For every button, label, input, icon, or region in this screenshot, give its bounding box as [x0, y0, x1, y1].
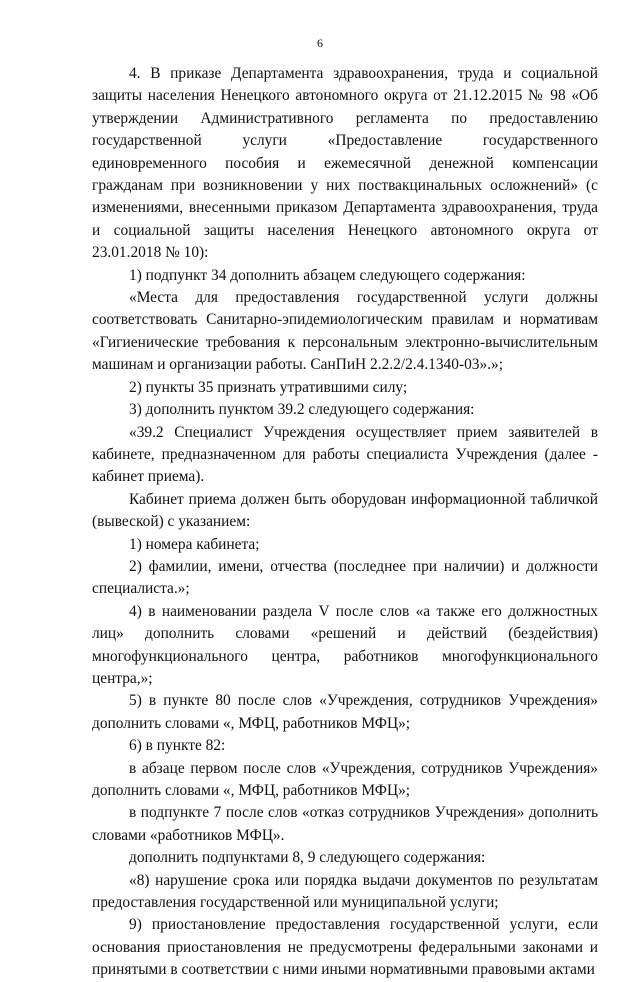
paragraph-subclause-7-change: в подпункте 7 после слов «отказ сотрудников Учреждения» дополнить словами «работников МФЦ». [92, 804, 598, 844]
paragraph-quote-9: 9) приостановление предоставления государственной услуги, если основания приостановления не предусмотрены федеральными законами и принятыми в соответствии с ними иными нормативными правовыми актами [92, 916, 598, 979]
paragraph-subitem-2: 2) пункты 35 признать утратившими силу; [129, 378, 408, 396]
paragraph-specialist-name: 2) фамилии, имени, отчества (последнее при наличии) и должности специалиста.»; [92, 557, 598, 598]
paragraph-add-subclauses: дополнить подпунктами 8, 9 следующего содержания: [129, 849, 486, 867]
paragraph-office-number: 1) номера кабинета; [129, 535, 260, 553]
paragraph-subitem-4: 4) в наименовании раздела V после слов «а также его должностных лиц» дополнить словами «решений и действий (бездействия) многофункционального центра, работников многофункционального центра,»; [92, 602, 598, 687]
page-number: 6 [317, 36, 323, 50]
paragraph-reception-office: Кабинет приема должен быть оборудован информационной табличкой (вывеской) с указанием: [92, 490, 598, 531]
paragraph-first-paragraph-change: в абзаце первом после слов «Учреждения, сотрудников Учреждения» дополнить словами «, МФЦ, работников МФЦ»; [92, 759, 598, 799]
paragraph-subitem-6: 6) в пункте 82: [129, 737, 226, 755]
paragraph-subitem-1: 1) подпункт 34 дополнить абзацем следующего содержания: [129, 266, 526, 284]
paragraph-quote-39-2: «39.2 Специалист Учреждения осуществляет прием заявителей в кабинете, предназначенном для работы специалиста Учреждения (далее - кабинет приема). [92, 423, 598, 486]
document-body [92, 63, 598, 982]
paragraph-quote-places: «Места для предоставления государственной услуги должны соответствовать Санитарно-эпидемиологическим правилам и нормативам «Гигиенические требования к персональным электронно-вычислительным машинам и организации работы. СанПиН 2.2.2/2.4.1340-03».»; [92, 289, 598, 374]
paragraph-subitem-5: 5) в пункте 80 после слов «Учреждения, сотрудников Учреждения» дополнить словами «, МФЦ, работников МФЦ»; [92, 692, 598, 732]
paragraph-item-4-amendment-intro: 4. В приказе Департамента здравоохранения, труда и социальной защиты населения Ненецкого автономного округа от 21.12.2015 № 98 «Об утверждении Административного регламента по предоставлению государственной услуги «Предоставление государственного единовременного пособия и ежемесячной денежной компенсации гражданам при возникновении у них поствакцинальных осложнений» (с изменениями, внесенными приказом Департамента здравоохранения, труда и социальной защиты населения Ненецкого автономного округа от 23.01.2018 № 10): [92, 65, 598, 262]
paragraph-quote-8: «8) нарушение срока или порядка выдачи документов по результатам предоставления государственной или муниципальной услуги; [92, 871, 598, 912]
paragraph-subitem-3: 3) дополнить пунктом 39.2 следующего содержания: [129, 401, 475, 419]
